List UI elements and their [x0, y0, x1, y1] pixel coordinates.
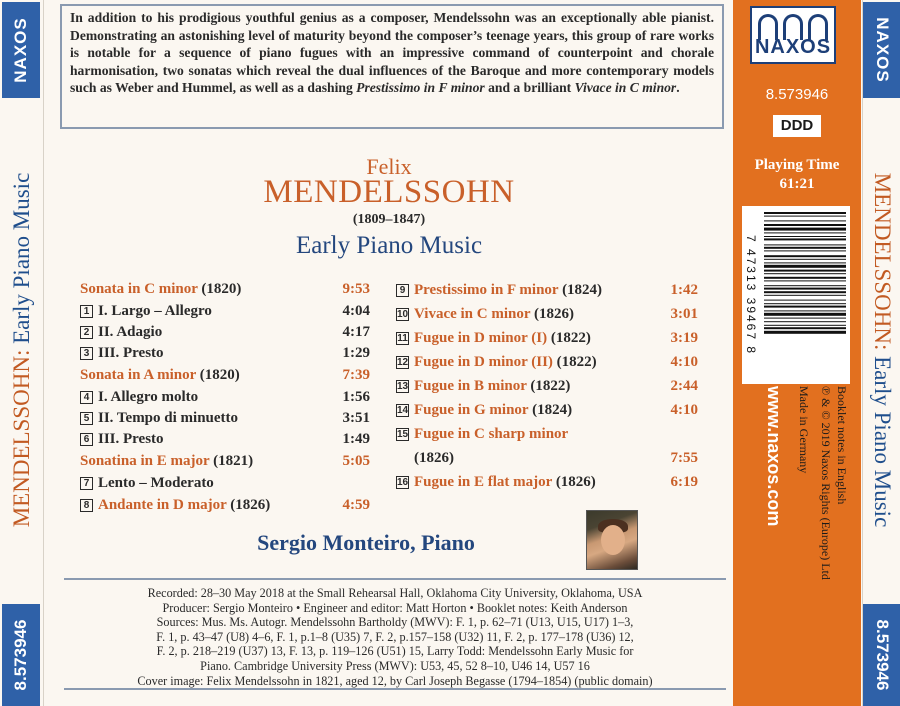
barcode: [760, 206, 850, 384]
barcode-bar: [764, 295, 846, 296]
barcode-bar: [764, 259, 846, 260]
credit-line: Producer: Sergio Monteiro • Engineer and editor: Matt Horton • Booklet notes: Keith Anderson: [162, 600, 628, 615]
track-title: Fugue in G minor: [414, 402, 529, 418]
playing-time-value: 61:21: [779, 176, 815, 192]
track-row: [80, 494, 370, 517]
barcode-bar: [764, 212, 846, 214]
track-time: 3:19: [670, 330, 698, 346]
barcode-bar: [764, 313, 846, 316]
track-number: 3: [80, 347, 93, 360]
barcode-bar: [764, 255, 846, 257]
spine-title-composer: MENDELSSOHN:: [870, 172, 895, 351]
track-row: [80, 322, 370, 343]
track-title: Vivace in C minor: [414, 306, 531, 322]
naxos-logo: [750, 6, 836, 64]
track-number: 10: [397, 309, 409, 320]
track-row: [396, 302, 698, 326]
spine-label-box: [2, 2, 40, 98]
work-title: Sonata in A minor: [80, 367, 197, 383]
credit-line: Recorded: 28–30 May 2018 at the Small Rehearsal Hall, Oklahoma City University, Oklahoma, USA: [147, 586, 643, 600]
barcode-bar: [764, 228, 846, 231]
spine-title: [863, 100, 900, 600]
barcode-bar: [764, 321, 846, 322]
track-year: (1826): [414, 450, 454, 466]
track-time: 7:55: [670, 450, 698, 466]
track-time: 2:44: [670, 378, 698, 394]
logo-wordmark: NAXOS: [754, 36, 832, 58]
track-row: [396, 398, 698, 422]
barcode-bar: [764, 280, 846, 281]
barcode-bar: [764, 300, 846, 301]
work-heading: [80, 450, 370, 473]
work-year: (1821): [209, 453, 254, 469]
spine-catalogue: 8.573946: [873, 619, 892, 691]
track-year: (1824): [528, 402, 573, 418]
barcode-bar: [764, 216, 846, 217]
barcode-bar: [764, 331, 846, 334]
barcode-bar: [764, 288, 846, 290]
track-time: 9:53: [342, 281, 370, 297]
track-year: (1822): [547, 330, 591, 346]
barcode-bar: [764, 247, 846, 249]
spine-catalogue: 8.573946: [11, 619, 30, 691]
barcode-bar: [764, 238, 846, 240]
barcode-icon: [760, 206, 850, 384]
catalogue-number: 8.573946: [765, 86, 829, 103]
credit-line: Sources: Mus. Ms. Autogr. Mendelssohn Bartholdy (MWV): F. 1, p. 62–71 (U13, U15, U17) 1–3,: [156, 615, 634, 630]
track-title: Fugue in B minor: [414, 378, 527, 394]
track-row: [396, 350, 698, 374]
credits-box: [64, 578, 726, 690]
barcode-bar: [764, 220, 846, 221]
barcode-bar: [764, 262, 846, 263]
track-time: 5:05: [342, 453, 370, 469]
track-number: 1: [80, 305, 93, 318]
barcode-bar: [764, 306, 846, 308]
track-number: 15: [397, 429, 409, 440]
track-year: (1826): [552, 474, 596, 490]
track-title: Lento – Moderato: [98, 475, 214, 491]
work-year: (1826): [226, 497, 271, 513]
made-in: Made in Germany: [797, 386, 811, 474]
track-number: 4: [80, 391, 93, 404]
credit-line: F. 1, p. 43–47 (U8) 4–6, F. 1, p.1–8 (U35) 7, F. 2, p.157–158 (U32) 11, F. 2, p. 177–178 (U36) 12,: [156, 629, 634, 644]
barcode-bar: [764, 265, 846, 268]
track-title: Fugue in E flat major: [414, 474, 553, 490]
track-time: 1:56: [342, 389, 370, 405]
credit-line: F. 2, p. 218–219 (U37) 13, F. 13, p. 119–126 (U51) 15, Larry Todd: Mendelssohn Early Music for: [156, 644, 634, 659]
barcode-bar: [764, 318, 846, 319]
track-title: I. Largo – Allegro: [98, 303, 212, 319]
right-spine: [862, 0, 900, 706]
barcode-bar: [764, 285, 846, 286]
performer-portrait: [586, 510, 638, 570]
track-title: Prestissimo in F minor: [414, 282, 559, 298]
recording-format-badge: DDD: [773, 115, 821, 137]
playing-time: [733, 156, 861, 194]
track-row: [80, 301, 370, 322]
intro-paragraph: In addition to his prodigious youthful genius as a composer, Mendelssohn was an exceptionally able pianist. Demonstrating an astonishing level of maturity beyond the composer’s teenage years, this group of rare works is notable for a sequence of piano fugues with an impressive command of counterpoint and chorale harmonisation, two sonatas which reveal the dual influences of the Baroque and more contemporary models such as Weber and Hummel, as well as a dashing Prestissimo in F minor and a brilliant Vivace in C minor.: [60, 4, 724, 129]
barcode-digits: 7 47313 39467 8: [742, 206, 760, 384]
track-time: 4:10: [670, 354, 698, 370]
track-row: [80, 473, 370, 494]
track-year: (1824): [558, 282, 603, 298]
album-title: Early Piano Music: [295, 232, 483, 259]
performer: Sergio Monteiro, Piano: [257, 530, 475, 555]
work-heading: [80, 364, 370, 387]
track-row: [396, 422, 698, 446]
spine-catalogue-box: [2, 604, 40, 706]
track-number: 12: [397, 357, 409, 368]
track-time: 1:42: [670, 282, 698, 298]
track-time: 4:59: [342, 497, 370, 513]
tracklist-right: [396, 278, 698, 494]
spine-title: [0, 100, 44, 600]
track-row: [80, 408, 370, 429]
spine-title-work: Early Piano Music: [9, 172, 34, 344]
composer-first-name: Felix: [366, 154, 412, 179]
credit-line: Piano. Cambridge University Press (MWV): U53, 45, 52 8–10, U46 14, U57 16: [200, 658, 590, 673]
track-title: II. Tempo di minuetto: [98, 410, 239, 426]
work-title: Andante in D major: [98, 497, 227, 513]
barcode-bar: [764, 232, 846, 233]
tracklist-left: [80, 278, 370, 517]
track-title: III. Presto: [98, 431, 164, 447]
track-title: I. Allegro molto: [98, 389, 199, 405]
booklet-line: Booklet notes in English: [835, 386, 849, 505]
playing-time-label: Playing Time: [754, 157, 840, 173]
work-title: Sonata in C minor: [80, 281, 198, 297]
copyright-line: ℗ & © 2019 Naxos Rights (Europe) Ltd: [819, 386, 833, 580]
track-time: 4:04: [342, 303, 370, 319]
track-row: [396, 374, 698, 398]
barcode-bar: [764, 270, 846, 272]
spine-title-composer: MENDELSSOHN:: [9, 349, 34, 528]
track-row: [80, 387, 370, 408]
track-row: [396, 326, 698, 350]
track-title: II. Adagio: [98, 324, 163, 340]
credit-line: Cover image: Felix Mendelssohn in 1821, aged 12, by Carl Joseph Begasse (1794–1854) (public domain): [137, 673, 653, 688]
spine-label: NAXOS: [11, 17, 30, 83]
work-title: Sonatina in E major: [80, 453, 210, 469]
track-number: 6: [80, 433, 93, 446]
track-number: 2: [80, 326, 93, 339]
work-year: (1820): [197, 281, 242, 297]
track-row: [80, 343, 370, 364]
track-time: 3:51: [342, 410, 370, 426]
track-number: 5: [80, 412, 93, 425]
barcode-bar: [764, 273, 846, 274]
barcode-bar: [764, 327, 846, 329]
track-time: 6:19: [670, 474, 698, 490]
track-time: 1:29: [342, 345, 370, 361]
main-content: [46, 0, 732, 706]
track-title: Fugue in D minor (II): [414, 354, 553, 370]
vertical-credits: [733, 386, 861, 600]
track-number: 11: [397, 333, 408, 344]
composer-last-name: MENDELSSOHN: [263, 174, 515, 210]
track-row: [396, 278, 698, 302]
track-number: 9: [396, 284, 409, 297]
track-title: III. Presto: [98, 345, 164, 361]
track-number: 7: [80, 477, 93, 490]
barcode-bar: [764, 244, 846, 245]
spine-label: NAXOS: [873, 17, 892, 83]
barcode-bar: [764, 277, 846, 279]
barcode-bar: [764, 250, 846, 251]
spine-label-box: [863, 2, 900, 98]
work-heading: [80, 278, 370, 301]
website-url: www.naxos.com: [764, 386, 784, 527]
track-number: 14: [397, 405, 409, 416]
track-row: [396, 470, 698, 494]
barcode-bar: [764, 291, 846, 293]
barcode-bar: [764, 236, 846, 237]
barcode-bar: [764, 224, 846, 226]
track-time: 3:01: [670, 306, 698, 322]
track-time: 1:49: [342, 431, 370, 447]
spine-catalogue-box: [863, 604, 900, 706]
track-number: 8: [80, 499, 93, 512]
work-year: (1820): [196, 367, 240, 383]
track-title: Fugue in C sharp minor: [414, 426, 569, 442]
barcode-bar: [764, 303, 846, 304]
track-year: (1822): [526, 378, 571, 394]
barcode-bar: [764, 310, 846, 311]
composer-dates: (1809–1847): [352, 212, 426, 227]
track-time: 4:17: [342, 324, 370, 340]
barcode-bar: [764, 325, 846, 326]
track-time: 7:39: [342, 367, 370, 383]
spine-title-work: Early Piano Music: [870, 356, 895, 528]
track-row: [396, 446, 698, 470]
track-number: 16: [397, 477, 409, 488]
left-spine: [0, 0, 44, 706]
track-title: Fugue in D minor (I): [414, 330, 548, 346]
track-number: 13: [397, 381, 409, 392]
track-year: (1826): [530, 306, 574, 322]
track-year: (1822): [552, 354, 597, 370]
track-row: [80, 429, 370, 450]
track-time: 4:10: [670, 402, 698, 418]
